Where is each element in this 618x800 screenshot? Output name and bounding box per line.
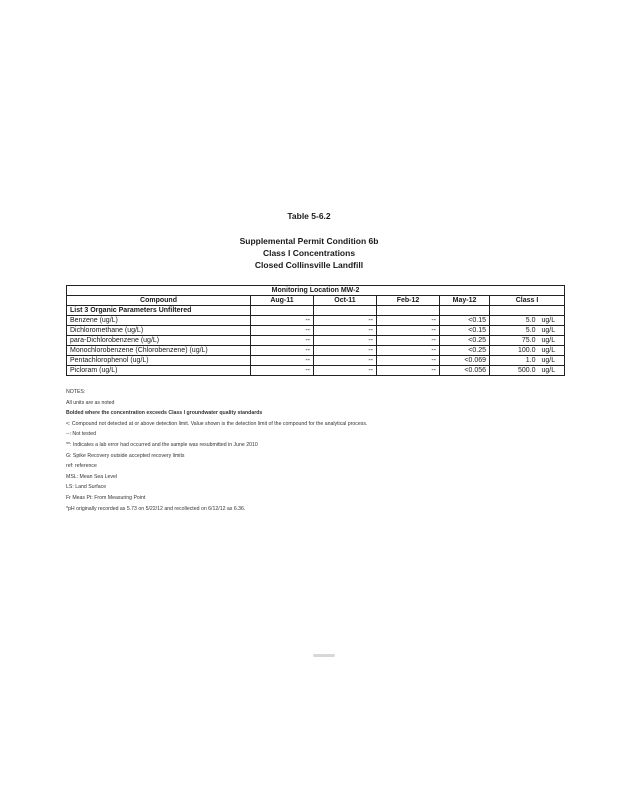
cell-aug11: -- bbox=[251, 336, 314, 346]
section-row bbox=[67, 306, 565, 316]
note-line: Fr Meas Pt: From Measuring Point bbox=[66, 494, 146, 501]
note-line: *pH originally recorded as 5.73 on 5/22/12 and recollected on 6/12/12 as 6.36. bbox=[66, 505, 246, 512]
col-aug11: Aug-11 bbox=[251, 296, 314, 306]
cell-aug11: -- bbox=[251, 366, 314, 376]
table-row bbox=[67, 336, 565, 346]
cell-may12: <0.15 bbox=[440, 326, 490, 336]
cell-oct11: -- bbox=[314, 346, 377, 356]
cell-unit: ug/L bbox=[539, 346, 565, 356]
cell-aug11: -- bbox=[251, 316, 314, 326]
compound-name: para-Dichlorobenzene (ug/L) bbox=[67, 336, 251, 346]
cell-feb12: -- bbox=[377, 316, 440, 326]
notes-block bbox=[66, 387, 367, 514]
note-line: MSL: Mean Sea Level bbox=[66, 473, 118, 480]
scan-mark bbox=[313, 654, 335, 657]
cell-unit: ug/L bbox=[539, 366, 565, 376]
cell-may12: <0.25 bbox=[440, 346, 490, 356]
cell-class1: 500.0 bbox=[490, 366, 539, 376]
section-label: List 3 Organic Parameters Unfiltered bbox=[67, 306, 251, 316]
table-row bbox=[67, 366, 565, 376]
cell-may12: <0.056 bbox=[440, 366, 490, 376]
cell-oct11: -- bbox=[314, 316, 377, 326]
note-line: All units are as noted bbox=[66, 399, 115, 406]
cell-unit: ug/L bbox=[539, 336, 565, 346]
cell-feb12: -- bbox=[377, 356, 440, 366]
heading-line-2: Class I Concentrations bbox=[262, 248, 356, 258]
note-line: Bolded where the concentration exceeds Class I groundwater quality standards bbox=[66, 410, 263, 417]
note-line: G: Spike Recovery outside accepted recovery limits bbox=[66, 452, 185, 459]
cell-unit: ug/L bbox=[539, 316, 565, 326]
note-line: --: Not tested bbox=[66, 431, 96, 438]
compound-name: Monochlorobenzene (Chlorobenzene) (ug/L) bbox=[67, 346, 251, 356]
compound-name: Dichloromethane (ug/L) bbox=[67, 326, 251, 336]
col-class1: Class I bbox=[490, 296, 565, 306]
cell-oct11: -- bbox=[314, 356, 377, 366]
cell-feb12: -- bbox=[377, 346, 440, 356]
cell-class1: 75.0 bbox=[490, 336, 539, 346]
cell-class1: 1.0 bbox=[490, 356, 539, 366]
compound-name: Picloram (ug/L) bbox=[67, 366, 251, 376]
col-compound: Compound bbox=[67, 296, 251, 306]
cell-class1: 5.0 bbox=[490, 316, 539, 326]
table-row bbox=[67, 346, 565, 356]
col-may12: May-12 bbox=[440, 296, 490, 306]
compound-name: Benzene (ug/L) bbox=[67, 316, 251, 326]
cell-feb12: -- bbox=[377, 326, 440, 336]
cell-class1: 5.0 bbox=[490, 326, 539, 336]
cell-oct11: -- bbox=[314, 336, 377, 346]
col-oct11: Oct-11 bbox=[314, 296, 377, 306]
cell-oct11: -- bbox=[314, 326, 377, 336]
table-row bbox=[67, 356, 565, 366]
cell-feb12: -- bbox=[377, 366, 440, 376]
cell-aug11: -- bbox=[251, 326, 314, 336]
column-header-row bbox=[67, 296, 565, 306]
cell-may12: <0.25 bbox=[440, 336, 490, 346]
heading-line-3: Closed Collinsville Landfill bbox=[254, 260, 364, 270]
cell-may12: <0.15 bbox=[440, 316, 490, 326]
cell-aug11: -- bbox=[251, 356, 314, 366]
cell-aug11: -- bbox=[251, 346, 314, 356]
heading-line-1: Supplemental Permit Condition 6b bbox=[239, 236, 379, 246]
note-line: **: Indicates a lab error had occurred and the sample was resubmitted in June 2010 bbox=[66, 441, 258, 448]
cell-unit: ug/L bbox=[539, 356, 565, 366]
table-row bbox=[67, 326, 565, 336]
table-row bbox=[67, 316, 565, 326]
location-header: Monitoring Location MW-2 bbox=[67, 286, 565, 296]
cell-class1: 100.0 bbox=[490, 346, 539, 356]
note-line: ref: reference bbox=[66, 463, 97, 470]
cell-oct11: -- bbox=[314, 366, 377, 376]
notes-heading: NOTES: bbox=[66, 389, 86, 395]
cell-may12: <0.069 bbox=[440, 356, 490, 366]
compound-name: Pentachlorophenol (ug/L) bbox=[67, 356, 251, 366]
cell-unit: ug/L bbox=[539, 326, 565, 336]
cell-feb12: -- bbox=[377, 336, 440, 346]
note-line: LS: Land Surface bbox=[66, 484, 107, 491]
concentration-table bbox=[66, 285, 565, 376]
table-label: Table 5-6.2 bbox=[287, 211, 331, 221]
note-line: <: Compound not detected at or above detection limit. Value shown is the detection limit of the compound for the analytical process. bbox=[66, 420, 368, 427]
col-feb12: Feb-12 bbox=[377, 296, 440, 306]
